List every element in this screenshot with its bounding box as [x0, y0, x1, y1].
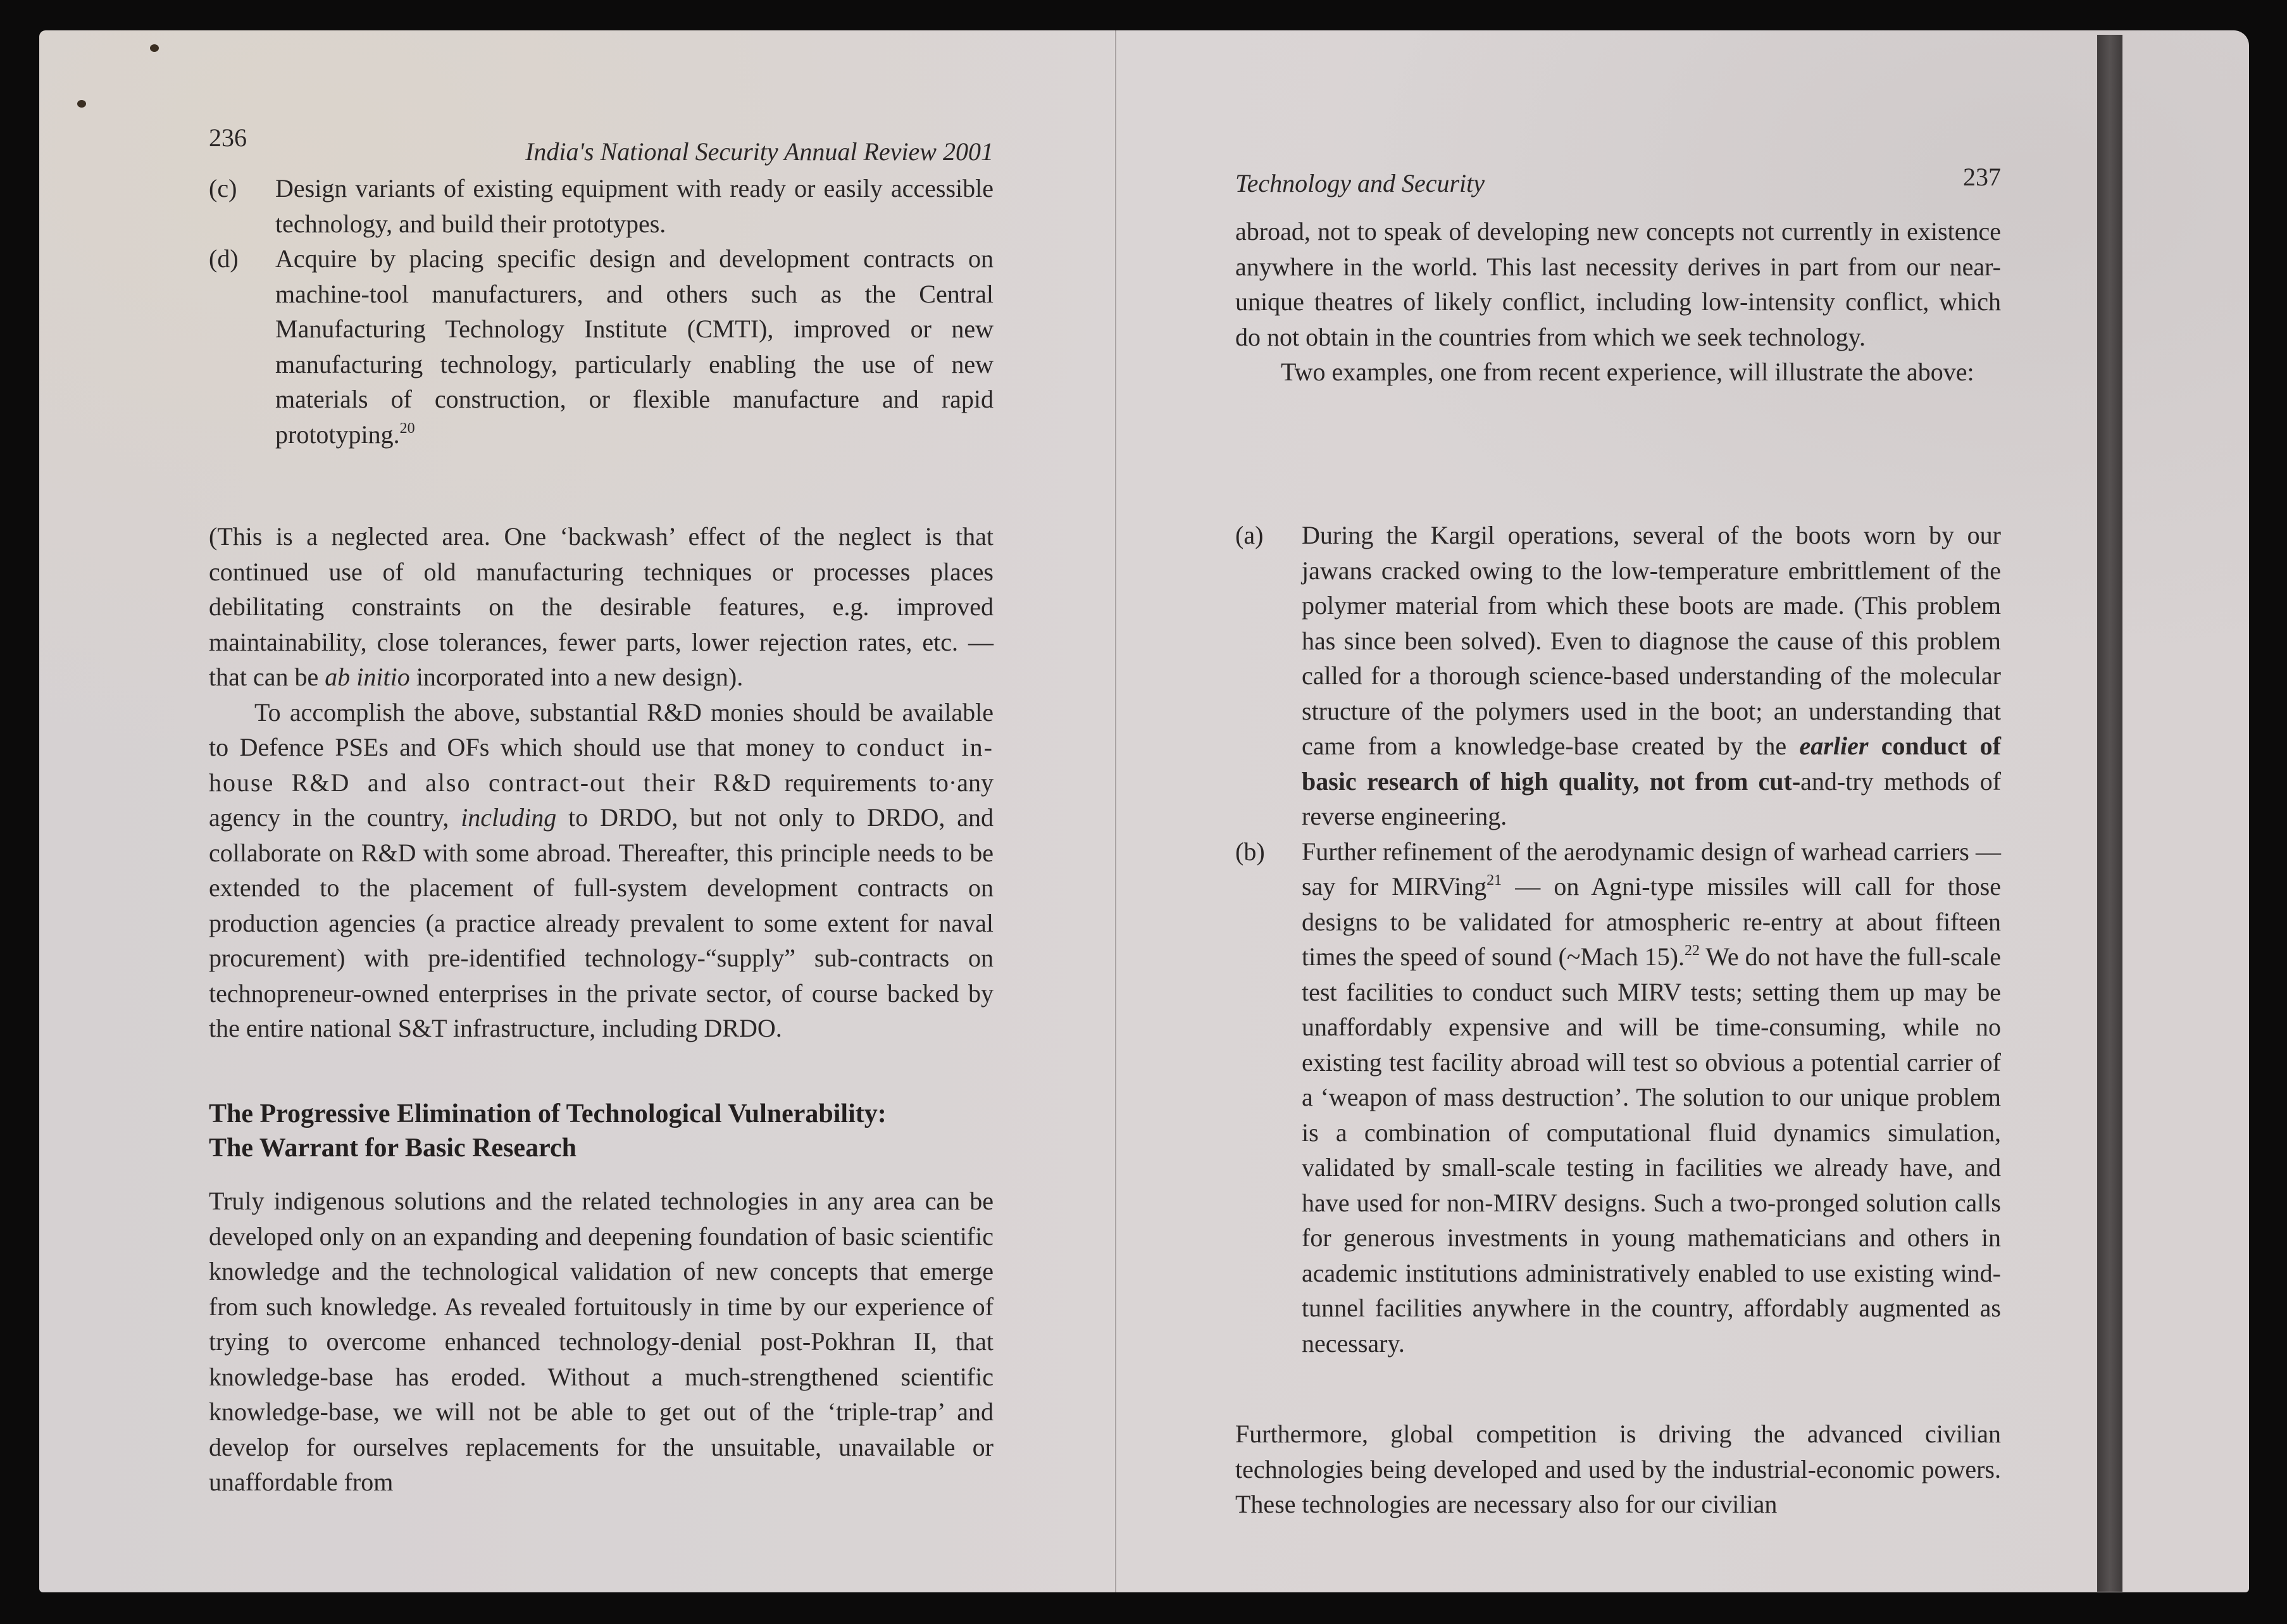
paragraph-two-examples: Two examples, one from recent experience, will illustrate the above: [1281, 358, 1974, 386]
emphasized-text: conduct of basic research of high quality, not from cut- [1302, 732, 2002, 796]
list-item-text: Further refinement of the aerodynamic design of warhead carriers — say for MIRVing [1302, 837, 2001, 901]
list-item-text: Acquire by placing specific design and development contracts on machine-tool manufacturers, and others such as the Central Manufacturing Technology Institute (CMTI), improved or new manufacturing technology, particularly enabling the use of new materials of construction, or flexible manufacture and rapid prototyping. [275, 244, 994, 449]
italic-text: ab initio [325, 663, 410, 691]
paragraph-text: incorporated into a new design). [409, 663, 744, 691]
list-item-b [1235, 834, 2001, 1361]
paragraph-furthermore: Furthermore, global competition is driving the advanced civilian technologies being developed and used by the industrial-economic powers. These technologies are necessary also for our civilian [1235, 1420, 2001, 1518]
footnote-ref: 21 [1486, 872, 1502, 889]
paragraph-accomplish [209, 695, 994, 1046]
body-paragraphs [209, 519, 994, 1046]
section-heading-line: The Progressive Elimination of Technological Vulnerability: [209, 1099, 887, 1128]
paragraph-text: (This is a neglected area. One ‘backwash’ effect of the neglect is that continued use of old manufacturing techniques or processes places debilitating constraints on the desirable features, e.g. improved maintainability, close tolerances, fewer parts, lower rejection rates, etc. — that can be [209, 522, 994, 691]
list-item-text: During the Kargil operations, several of the boots worn by our jawans cracked owing to the low-temperature embrittlement of the polymer material from which these boots are made. (This problem has since been solved). Even to diagnose the cause of this problem called for a thorough science-based understanding of the molecular structure of the polymers used in the boot; an understanding that came from a knowledge-base created by the [1302, 521, 2001, 760]
list-item-text: Design variants of existing equipment with ready or easily accessible technology, and build their prototypes. [275, 174, 994, 238]
italic-text: including [461, 803, 557, 832]
list-item-d [209, 241, 994, 452]
paragraph-text: To accomplish the above, substantial R&D monies should be available to Defence PSEs and OFs which should use that money to [209, 697, 994, 761]
running-head: India's National Security Annual Review 2001 [525, 137, 994, 166]
paragraph-neglect [209, 519, 994, 695]
list-item-c [209, 171, 994, 241]
punch-hole [150, 44, 159, 52]
running-head: Technology and Security [1235, 169, 1485, 197]
punch-hole [77, 100, 86, 108]
binding-strip [2097, 35, 2122, 1592]
footnote-ref: 22 [1684, 942, 1700, 959]
paragraph-text: requirements to·any agency in the country, [209, 768, 994, 832]
list-marker: (d) [209, 244, 239, 273]
page-fold-line [1115, 30, 1116, 1592]
list-item-text: We do not have the full-scale test facilities to conduct such MIRV tests; setting them up may be unaffordably expensive and will be time-consuming, while no existing test facility abroad will test so obvious a potential carrier of a ‘weapon of mass destruction’. The solution to our unique problem is a combination of computational fluid dynamics simulation, validated by small-scale testing in facilities we already have, and have used for non-MIRV designs. Such a two-pronged solution calls for generous investments in young mathematicians and others in academic institutions administratively enabled to use existing wind-tunnel facilities anywhere in the country, affordably augmented as necessary. [1302, 942, 2001, 1358]
footnote-ref: 20 [399, 420, 415, 437]
list-marker: (a) [1235, 521, 1264, 549]
paragraph-truly: Truly indigenous solutions and the related technologies in any area can be developed only on an expanding and deepening foundation of basic scientific knowledge and the technological validation of new concepts that emerge from such knowledge. As revealed fortuitously in time by our experience of trying to overcome enhanced technology-denial post-Pokhran II, that knowledge-base has eroded. Without a much-strengthened scientific knowledge-base, we will not be able to get out of the ‘triple-trap’ and develop for ourselves replacements for the unsuitable, unavailable or unaffordable from [209, 1187, 994, 1496]
section-heading [209, 1097, 994, 1165]
section-heading-line: The Warrant for Basic Research [209, 1134, 576, 1163]
list-item-text: — on Agni-type missiles will call for those designs to be validated for atmospheric re-entry at about fifteen times the speed of sound (~Mach 15). [1302, 872, 2002, 971]
body-paragraphs [209, 1184, 994, 1500]
list-block [209, 171, 994, 452]
italic-text: earlier [1799, 732, 1869, 760]
book-spread [39, 30, 2249, 1592]
paragraph-text: to DRDO, but not only to DRDO, and collaborate on R&D with some abroad. Thereafter, this principle needs to be extended to the placement of full-system development contracts on production agencies (a practice already prevalent to some extent for naval procurement) with pre-identified technology-“supply” sub-contracts on technopreneur-owned enterprises in the private sector, of course backed by the entire national S&T infrastructure, including DRDO. [209, 803, 994, 1042]
body-paragraphs [1235, 1416, 2001, 1522]
page-number: 236 [209, 123, 247, 152]
list-marker: (c) [209, 174, 237, 203]
page-number: 237 [1963, 163, 2001, 191]
paragraph-abroad: abroad, not to speak of developing new concepts not currently in existence anywhere in the world. This last necessity derives in part from our near-unique theatres of likely conflict, including low-intensity conflict, which do not obtain in the countries from which we seek technology. [1235, 217, 2001, 351]
list-marker: (b) [1235, 837, 1265, 866]
examples-list [1235, 518, 2001, 1361]
list-item-a [1235, 518, 2001, 834]
emphasized-text: conduct in-house R&D and also contract-out their R&D [209, 733, 994, 797]
body-paragraphs [1235, 214, 2001, 390]
list-item-text: and-try methods of reverse engineering. [1302, 766, 2002, 830]
